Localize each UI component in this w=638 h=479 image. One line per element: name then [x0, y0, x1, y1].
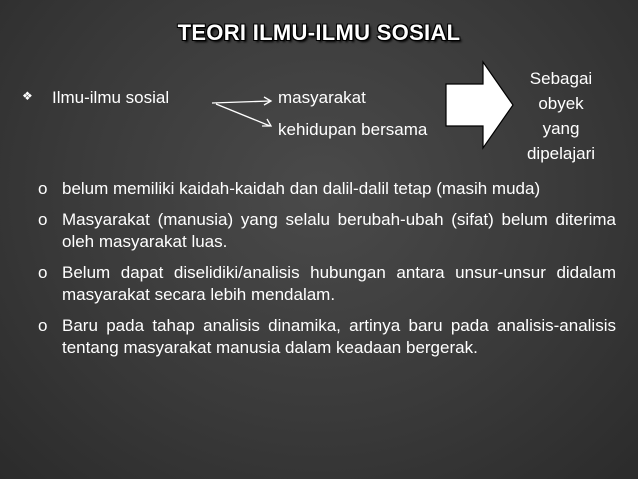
- slide-title: TEORI ILMU-ILMU SOSIAL: [177, 20, 461, 45]
- target-label-masyarakat: masyarakat: [278, 88, 366, 107]
- list-item-text: Belum dapat diselidiki/analisis hubungan antara unsur-unsur didalam masyarakat secara lebih mendalam.: [62, 262, 616, 304]
- source-label: Ilmu-ilmu sosial: [52, 88, 170, 107]
- points-list: [38, 178, 616, 368]
- result-line: obyek: [538, 94, 584, 113]
- block-arrow-icon: [445, 60, 515, 150]
- list-marker: o: [38, 315, 48, 335]
- list-item-text: Masyarakat (manusia) yang selalu berubah-ubah (sifat) belum diterima oleh masyarakat luas.: [62, 209, 616, 251]
- branch-arrows-icon: [210, 92, 276, 132]
- diamond-bullet-icon: ❖: [22, 89, 33, 103]
- list-item: [38, 315, 616, 360]
- result-line: yang: [542, 119, 580, 138]
- list-item: [38, 262, 616, 307]
- list-item-text: belum memiliki kaidah-kaidah dan dalil-dalil tetap (masih muda): [62, 179, 541, 198]
- list-marker: o: [38, 209, 48, 229]
- list-marker: o: [38, 179, 48, 198]
- result-label: [513, 66, 609, 166]
- list-item-text: Baru pada tahap analisis dinamika, artinya baru pada analisis-analisis tentang masyarakat manusia dalam keadaan bergerak.: [62, 315, 616, 357]
- result-line: Sebagai: [529, 69, 593, 88]
- list-item: [38, 178, 616, 201]
- result-line: dipelajari: [526, 144, 596, 163]
- list-marker: o: [38, 262, 48, 282]
- target-label-kehidupan: kehidupan bersama: [278, 120, 428, 139]
- list-item: [38, 209, 616, 254]
